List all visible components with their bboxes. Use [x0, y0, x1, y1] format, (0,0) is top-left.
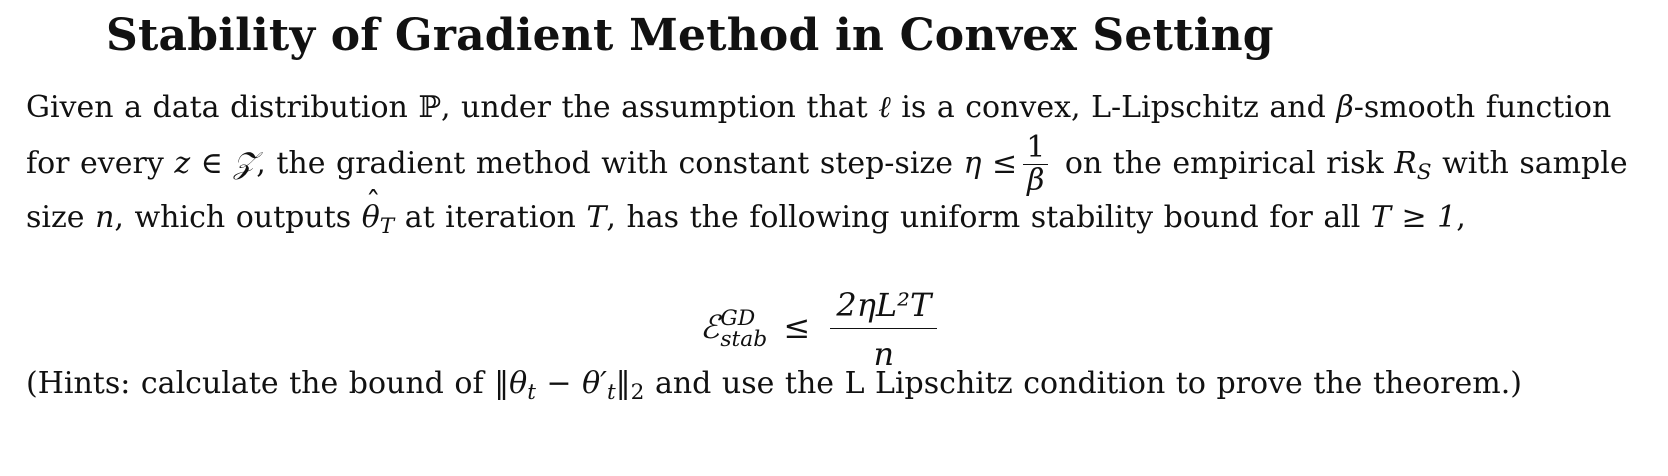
- paragraph-line-2: [26, 132, 1628, 198]
- math-subscript: T: [379, 214, 395, 240]
- fraction-numerator: 2ηL²T: [830, 286, 937, 329]
- math-superscript: GD: [720, 305, 756, 331]
- math-n: n: [95, 200, 115, 235]
- math-z-in-Z: z ∈ 𝒵: [174, 145, 257, 181]
- text: (Hints: calculate the bound of: [26, 366, 495, 401]
- math-distribution: ℙ: [418, 90, 441, 125]
- page-title: Stability of Gradient Method in Convex Setting: [106, 10, 1274, 61]
- text: , has the following uniform stability bound for all: [606, 200, 1371, 235]
- math-subscript: S: [1416, 159, 1432, 185]
- math-fraction: [830, 286, 937, 373]
- math-T: T: [586, 200, 607, 235]
- paragraph-line-1: [26, 90, 1611, 125]
- math-empirical-risk: R: [1394, 145, 1417, 181]
- fraction-numerator: 1: [1023, 132, 1048, 165]
- math-subscript: t: [527, 380, 536, 406]
- math-norm-open: ‖θ: [494, 366, 528, 401]
- math-eta-leq: η ≤: [963, 145, 1018, 181]
- math-beta: β: [1336, 90, 1354, 125]
- text: Given a data distribution: [26, 90, 419, 125]
- paragraph-line-3: [26, 200, 1466, 240]
- text: -smooth function: [1353, 90, 1612, 125]
- math-theta-prime: − θ′: [535, 366, 607, 401]
- text: , the gradient method with constant step-size: [256, 145, 964, 181]
- math-subscript: t: [606, 380, 616, 406]
- math-stability-symbol: ℰ: [700, 308, 720, 346]
- text: at iteration: [394, 200, 587, 235]
- text: and use the L Lipschitz condition to prove the theorem.): [644, 366, 1522, 401]
- fraction-denominator: n: [873, 335, 895, 373]
- text: , under the assumption that: [440, 90, 879, 125]
- text: , which outputs: [114, 200, 362, 235]
- text: is a convex, L-Lipschitz and: [890, 90, 1337, 125]
- math-theta-hat: ˆ θ: [362, 200, 380, 235]
- math-sup-sub: [720, 305, 768, 352]
- fraction-denominator: β: [1027, 163, 1045, 199]
- math-norm-close: ‖: [615, 366, 631, 401]
- text: on the empirical risk: [1054, 145, 1395, 181]
- math-subscript: stab: [720, 326, 768, 352]
- stability-bound-equation: [700, 286, 937, 373]
- math-fraction-one-over-beta: [1023, 132, 1048, 198]
- math-relation: ≤: [783, 308, 811, 346]
- math-loss: ℓ: [878, 90, 891, 125]
- text: size: [26, 200, 96, 235]
- math-T-geq-1: T ≥ 1: [1370, 200, 1457, 235]
- text: with sample: [1431, 145, 1628, 181]
- hint-line: [26, 366, 1522, 406]
- text: ,: [1456, 200, 1466, 235]
- math-subscript: 2: [630, 380, 645, 406]
- text: for every: [26, 145, 175, 181]
